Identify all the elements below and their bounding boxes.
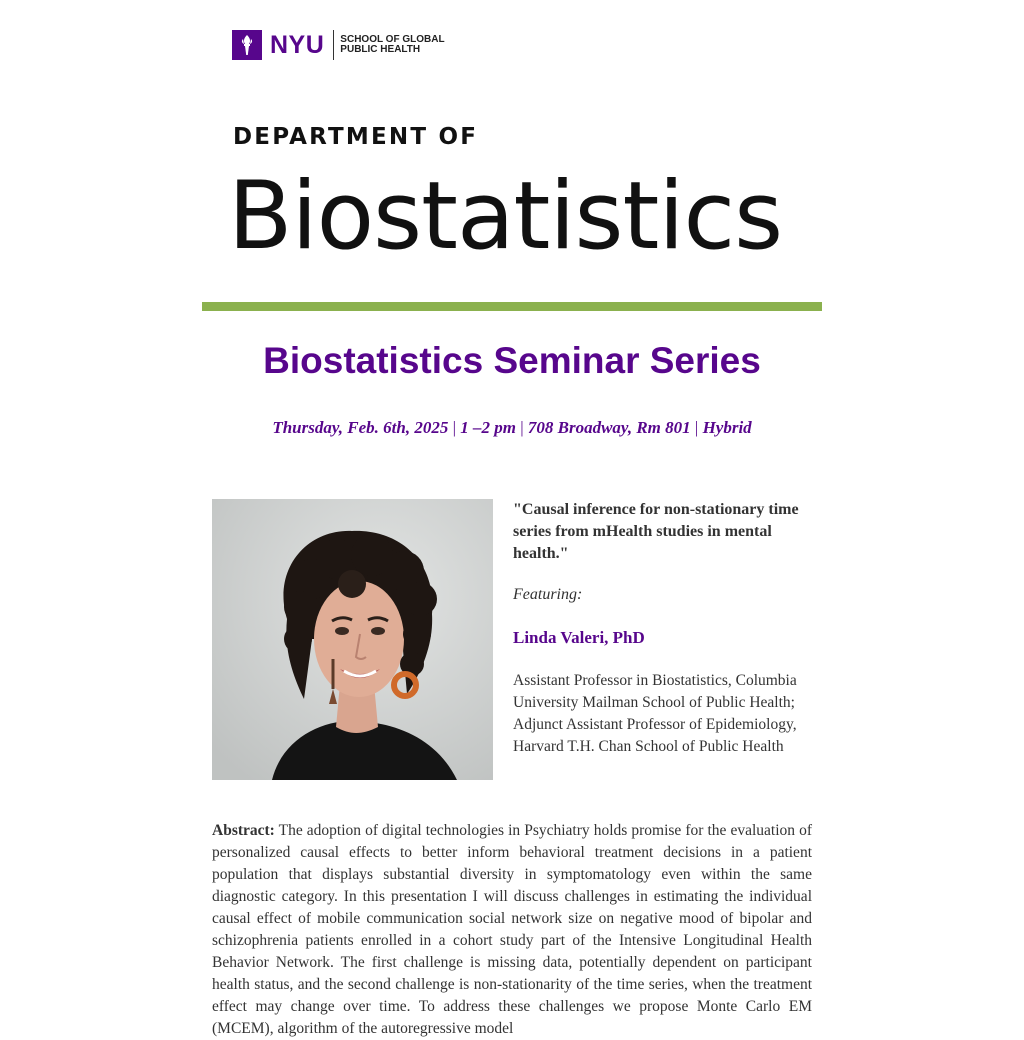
nyu-logo [232, 30, 445, 60]
torch-icon [232, 30, 262, 60]
school-name-line1: SCHOOL OF GLOBAL [340, 33, 445, 45]
school-name [340, 35, 444, 56]
abstract-label: Abstract: [212, 822, 275, 839]
abstract [212, 820, 812, 1040]
event-time: 1 –2 pm [460, 418, 516, 437]
green-divider [202, 302, 822, 311]
school-name-line2: PUBLIC HEALTH [340, 44, 421, 55]
event-details [0, 418, 1024, 438]
separator: | [520, 418, 528, 437]
nyu-wordmark: NYU [270, 31, 325, 59]
logo-divider [333, 30, 334, 60]
department-of-label: DEPARTMENT OF [233, 124, 479, 150]
featuring-label: Featuring: [513, 586, 583, 603]
speaker-name: Linda Valeri, PhD [513, 628, 645, 647]
event-date: Thursday, Feb. 6th, 2025 [272, 418, 449, 437]
series-title: Biostatistics Seminar Series [263, 340, 761, 381]
event-location: 708 Broadway, Rm 801 [527, 418, 691, 437]
talk-title: "Causal inference for non-stationary time series from mHealth studies in mental health." [513, 501, 799, 562]
separator: | [694, 418, 703, 437]
event-format: Hybrid [702, 418, 752, 437]
department-name: Biostatistics [228, 162, 783, 271]
abstract-text: The adoption of digital technologies in Psychiatry holds promise for the evaluation of personalized causal effects to better inform behavioral treatment decisions in a patient population that displays substantial diversity in symptomatology even within the same diagnostic category. In this presentation I will discuss challenges in estimating the individual causal effect of mobile communication social network size on negative mood of bipolar and schizophrenia patients enrolled in a cohort study part of the Intensive Longitudinal Health Behavior Network. The first challenge is missing data, potentially dependent on participant health status, and the second challenge is non-stationarity of the time series, when the treatment effect may change over time. To address these challenges we propose Monte Carlo EM (MCEM), algorithm of the autoregressive model [212, 822, 812, 1037]
separator: | [452, 418, 461, 437]
speaker-photo [212, 499, 493, 780]
speaker-affiliation: Assistant Professor in Biostatistics, Columbia University Mailman School of Public Health; Adjunct Assistant Professor of Epidemiology, Harvard T.H. Chan School of Public Health [513, 672, 797, 755]
